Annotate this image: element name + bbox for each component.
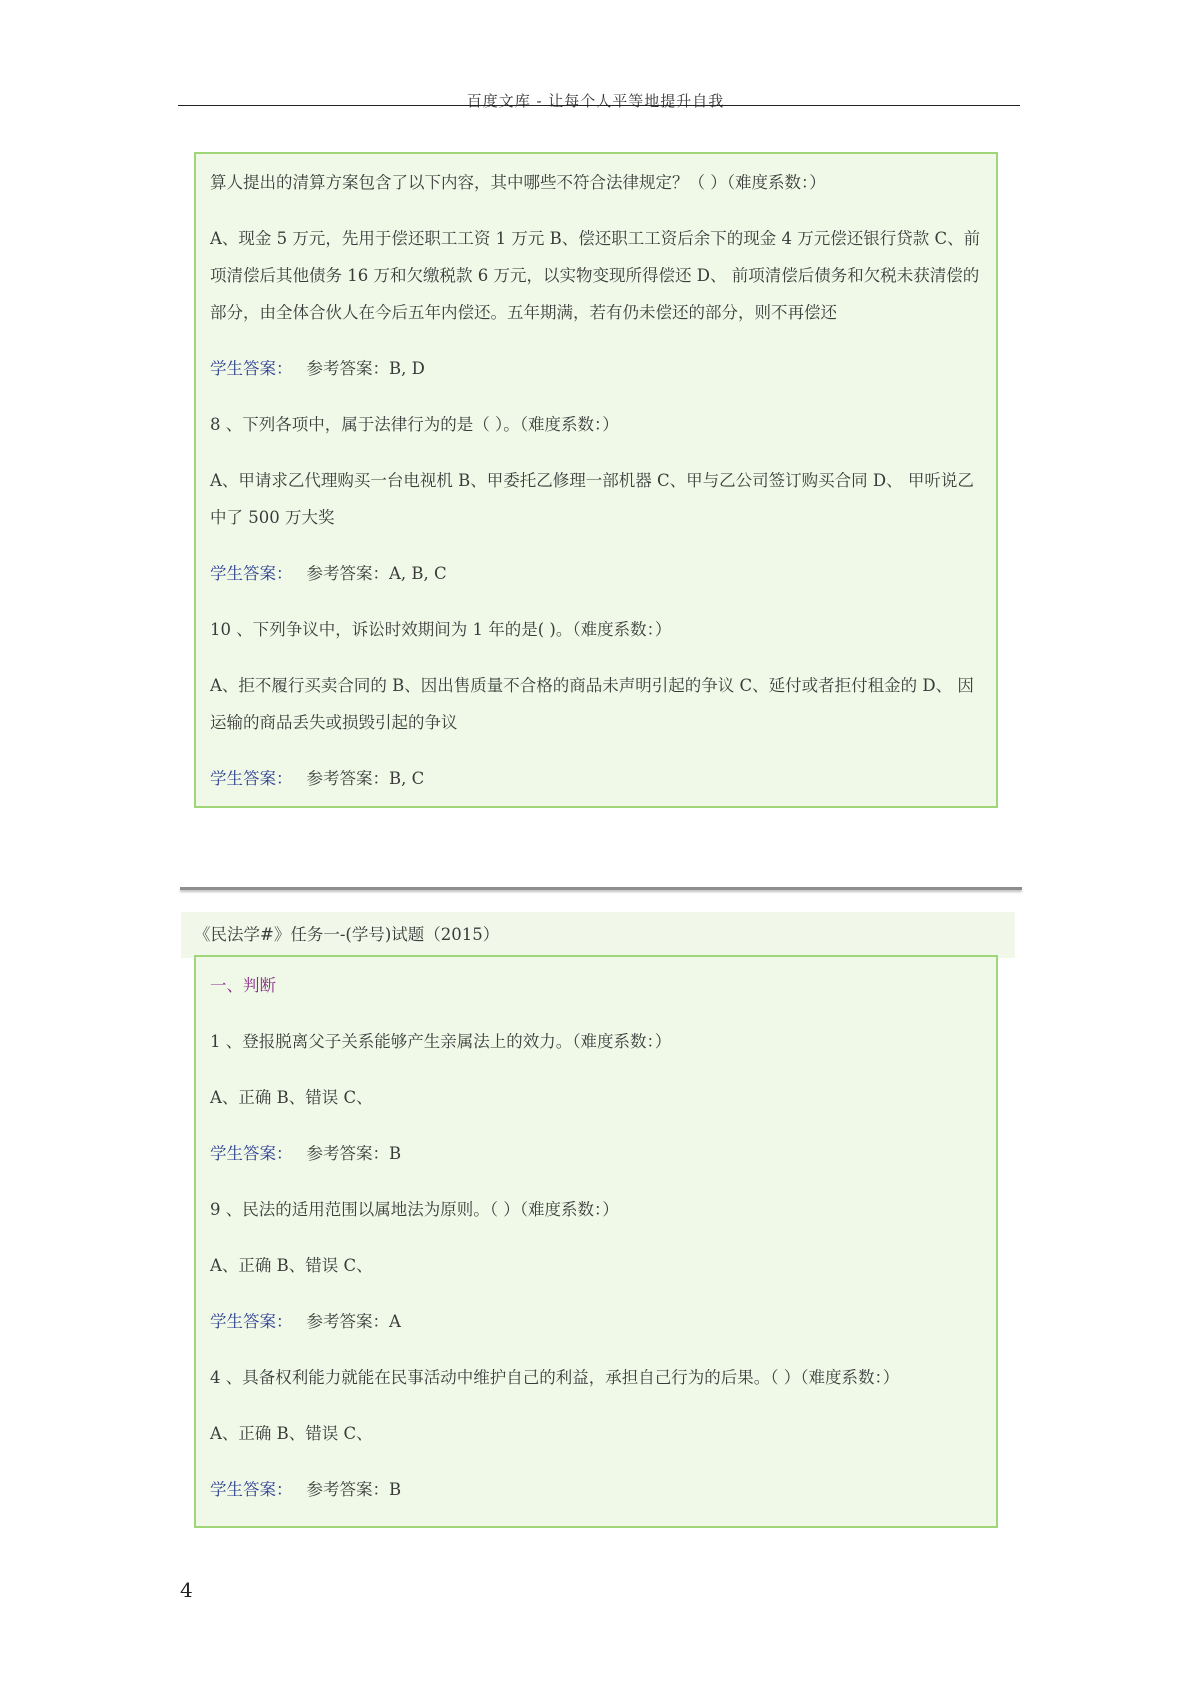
reference-answer: 参考答案：B, C	[306, 769, 425, 788]
answer-row	[210, 350, 982, 387]
header-rule	[178, 105, 1020, 106]
question-options: A、现金 5 万元，先用于偿还职工工资 1 万元 B、偿还职工工资后余下的现金 4 万元偿还银行贷款 C、前项清偿后其他债务 16 万和欠缴税款 6 万元，以实物变现所得偿还 D、 前项清偿后债务和欠税未获清偿的部分，由全体合伙人在今后五年内偿还。五年期满，若有仍未偿还的部分，则不再偿还	[210, 229, 981, 322]
reference-answer: 参考答案：A	[306, 1312, 401, 1331]
question-text: 8 、下列各项中，属于法律行为的是（ ）。（难度系数：）	[210, 415, 619, 434]
question-options: A、甲请求乙代理购买一台电视机 B、甲委托乙修理一部机器 C、甲与乙公司签订购买合同 D、 甲听说乙中了 500 万大奖	[210, 471, 974, 527]
question-box-2	[194, 955, 998, 1528]
student-answer-label: 学生答案：	[210, 564, 293, 583]
page-number: 4	[180, 1578, 193, 1602]
test-title-bar: 《民法学#》任务一-(学号)试题（2015）	[181, 912, 1015, 958]
question-text: 1 、登报脱离父子关系能够产生亲属法上的效力。（难度系数：）	[210, 1032, 672, 1051]
student-answer-label: 学生答案：	[210, 1312, 293, 1331]
question-options: A、正确 B、错误 C、	[210, 1424, 373, 1443]
reference-answer: 参考答案：A, B, C	[306, 564, 447, 583]
answer-row	[210, 555, 982, 592]
reference-answer: 参考答案：B, D	[306, 359, 425, 378]
answer-row	[210, 1471, 982, 1508]
question-text: 9 、民法的适用范围以属地法为原则。（ ）（难度系数：）	[210, 1200, 619, 1219]
question-text: 4 、具备权利能力就能在民事活动中维护自己的利益，承担自己行为的后果。（ ）（难度系数：）	[210, 1368, 900, 1387]
question-text: 10 、下列争议中，诉讼时效期间为 1 年的是( )。（难度系数：）	[210, 620, 672, 639]
reference-answer: 参考答案：B	[306, 1144, 402, 1163]
answer-row	[210, 1303, 982, 1340]
question-box-1	[194, 152, 998, 808]
question-options: A、拒不履行买卖合同的 B、因出售质量不合格的商品未声明引起的争议 C、延付或者拒付租金的 D、 因运输的商品丢失或损毁引起的争议	[210, 676, 974, 732]
student-answer-label: 学生答案：	[210, 1480, 293, 1499]
section-divider	[180, 887, 1022, 890]
question-text: 算人提出的清算方案包含了以下内容，其中哪些不符合法律规定？（ ）（难度系数：）	[210, 173, 826, 192]
reference-answer: 参考答案：B	[306, 1480, 402, 1499]
student-answer-label: 学生答案：	[210, 1144, 293, 1163]
page-header-title: 百度文库 - 让每个人平等地提升自我	[466, 92, 725, 110]
answer-row	[210, 760, 982, 797]
student-answer-label: 学生答案：	[210, 769, 293, 788]
student-answer-label: 学生答案：	[210, 359, 293, 378]
answer-row	[210, 1135, 982, 1172]
question-options: A、正确 B、错误 C、	[210, 1088, 373, 1107]
section-heading: 一、判断	[210, 976, 276, 995]
question-options: A、正确 B、错误 C、	[210, 1256, 373, 1275]
